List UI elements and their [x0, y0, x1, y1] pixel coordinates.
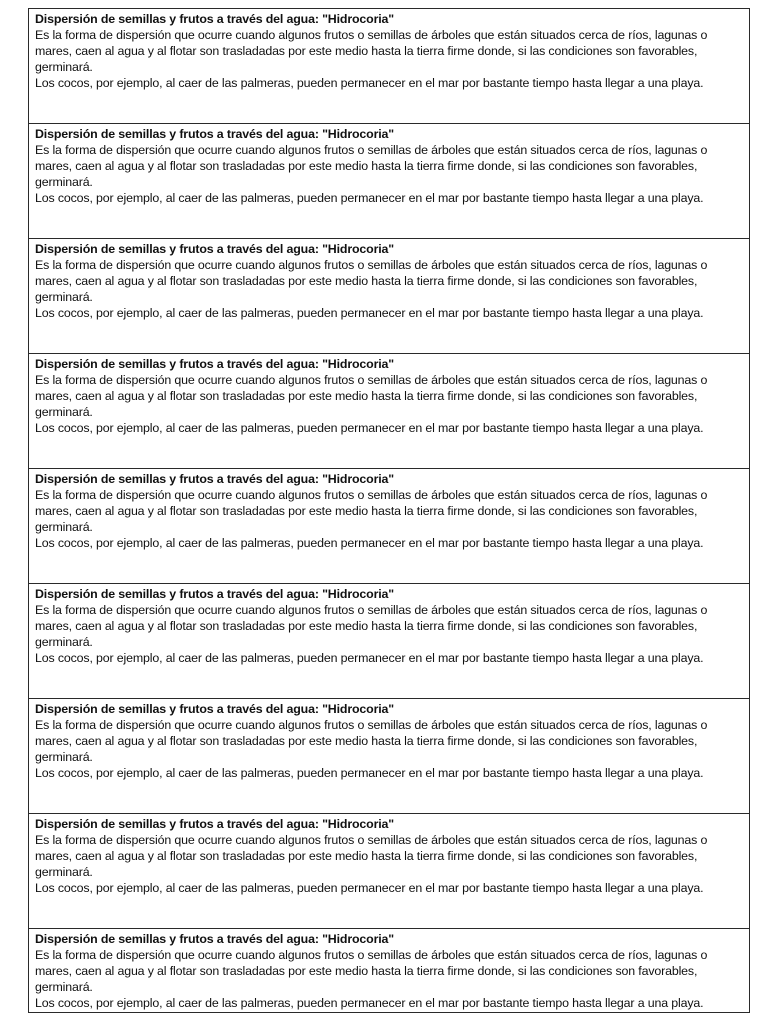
text-card [28, 929, 750, 1013]
card-paragraph-1: Es la forma de dispersión que ocurre cuando algunos frutos o semillas de árboles que están situados cerca de ríos, lagunas o mares, caen al agua y al flotar son trasladadas por este medio hasta la tierra firme donde, si las condiciones son favorables, germinará. [35, 488, 708, 534]
text-card [28, 239, 750, 354]
document-page [28, 8, 750, 1013]
text-card [28, 584, 750, 699]
card-paragraph-2: Los cocos, por ejemplo, al caer de las palmeras, pueden permanecer en el mar por bastante tiempo hasta llegar a una playa. [35, 996, 704, 1010]
card-paragraph-2: Los cocos, por ejemplo, al caer de las palmeras, pueden permanecer en el mar por bastante tiempo hasta llegar a una playa. [35, 536, 704, 550]
card-title: Dispersión de semillas y frutos a través del agua: "Hidrocoria" [35, 12, 394, 26]
card-title: Dispersión de semillas y frutos a través del agua: "Hidrocoria" [35, 702, 394, 716]
card-paragraph-1: Es la forma de dispersión que ocurre cuando algunos frutos o semillas de árboles que están situados cerca de ríos, lagunas o mares, caen al agua y al flotar son trasladadas por este medio hasta la tierra firme donde, si las condiciones son favorables, germinará. [35, 373, 708, 419]
card-paragraph-1: Es la forma de dispersión que ocurre cuando algunos frutos o semillas de árboles que están situados cerca de ríos, lagunas o mares, caen al agua y al flotar son trasladadas por este medio hasta la tierra firme donde, si las condiciones son favorables, germinará. [35, 833, 708, 879]
card-paragraph-2: Los cocos, por ejemplo, al caer de las palmeras, pueden permanecer en el mar por bastante tiempo hasta llegar a una playa. [35, 421, 704, 435]
card-paragraph-2: Los cocos, por ejemplo, al caer de las palmeras, pueden permanecer en el mar por bastante tiempo hasta llegar a una playa. [35, 651, 704, 665]
text-card [28, 699, 750, 814]
card-paragraph-2: Los cocos, por ejemplo, al caer de las palmeras, pueden permanecer en el mar por bastante tiempo hasta llegar a una playa. [35, 76, 704, 90]
text-card [28, 354, 750, 469]
card-title: Dispersión de semillas y frutos a través del agua: "Hidrocoria" [35, 817, 394, 831]
card-paragraph-2: Los cocos, por ejemplo, al caer de las palmeras, pueden permanecer en el mar por bastante tiempo hasta llegar a una playa. [35, 191, 704, 205]
card-paragraph-1: Es la forma de dispersión que ocurre cuando algunos frutos o semillas de árboles que están situados cerca de ríos, lagunas o mares, caen al agua y al flotar son trasladadas por este medio hasta la tierra firme donde, si las condiciones son favorables, germinará. [35, 603, 708, 649]
text-card [28, 124, 750, 239]
card-title: Dispersión de semillas y frutos a través del agua: "Hidrocoria" [35, 932, 394, 946]
text-card [28, 814, 750, 929]
card-paragraph-2: Los cocos, por ejemplo, al caer de las palmeras, pueden permanecer en el mar por bastante tiempo hasta llegar a una playa. [35, 306, 704, 320]
text-card [28, 8, 750, 124]
card-paragraph-2: Los cocos, por ejemplo, al caer de las palmeras, pueden permanecer en el mar por bastante tiempo hasta llegar a una playa. [35, 881, 704, 895]
card-title: Dispersión de semillas y frutos a través del agua: "Hidrocoria" [35, 472, 394, 486]
card-paragraph-2: Los cocos, por ejemplo, al caer de las palmeras, pueden permanecer en el mar por bastante tiempo hasta llegar a una playa. [35, 766, 704, 780]
card-title: Dispersión de semillas y frutos a través del agua: "Hidrocoria" [35, 127, 394, 141]
card-paragraph-1: Es la forma de dispersión que ocurre cuando algunos frutos o semillas de árboles que están situados cerca de ríos, lagunas o mares, caen al agua y al flotar son trasladadas por este medio hasta la tierra firme donde, si las condiciones son favorables, germinará. [35, 258, 708, 304]
card-paragraph-1: Es la forma de dispersión que ocurre cuando algunos frutos o semillas de árboles que están situados cerca de ríos, lagunas o mares, caen al agua y al flotar son trasladadas por este medio hasta la tierra firme donde, si las condiciones son favorables, germinará. [35, 718, 708, 764]
card-title: Dispersión de semillas y frutos a través del agua: "Hidrocoria" [35, 357, 394, 371]
card-title: Dispersión de semillas y frutos a través del agua: "Hidrocoria" [35, 242, 394, 256]
card-title: Dispersión de semillas y frutos a través del agua: "Hidrocoria" [35, 587, 394, 601]
card-paragraph-1: Es la forma de dispersión que ocurre cuando algunos frutos o semillas de árboles que están situados cerca de ríos, lagunas o mares, caen al agua y al flotar son trasladadas por este medio hasta la tierra firme donde, si las condiciones son favorables, germinará. [35, 28, 708, 74]
card-paragraph-1: Es la forma de dispersión que ocurre cuando algunos frutos o semillas de árboles que están situados cerca de ríos, lagunas o mares, caen al agua y al flotar son trasladadas por este medio hasta la tierra firme donde, si las condiciones son favorables, germinará. [35, 143, 708, 189]
text-card [28, 469, 750, 584]
card-paragraph-1: Es la forma de dispersión que ocurre cuando algunos frutos o semillas de árboles que están situados cerca de ríos, lagunas o mares, caen al agua y al flotar son trasladadas por este medio hasta la tierra firme donde, si las condiciones son favorables, germinará. [35, 948, 708, 994]
